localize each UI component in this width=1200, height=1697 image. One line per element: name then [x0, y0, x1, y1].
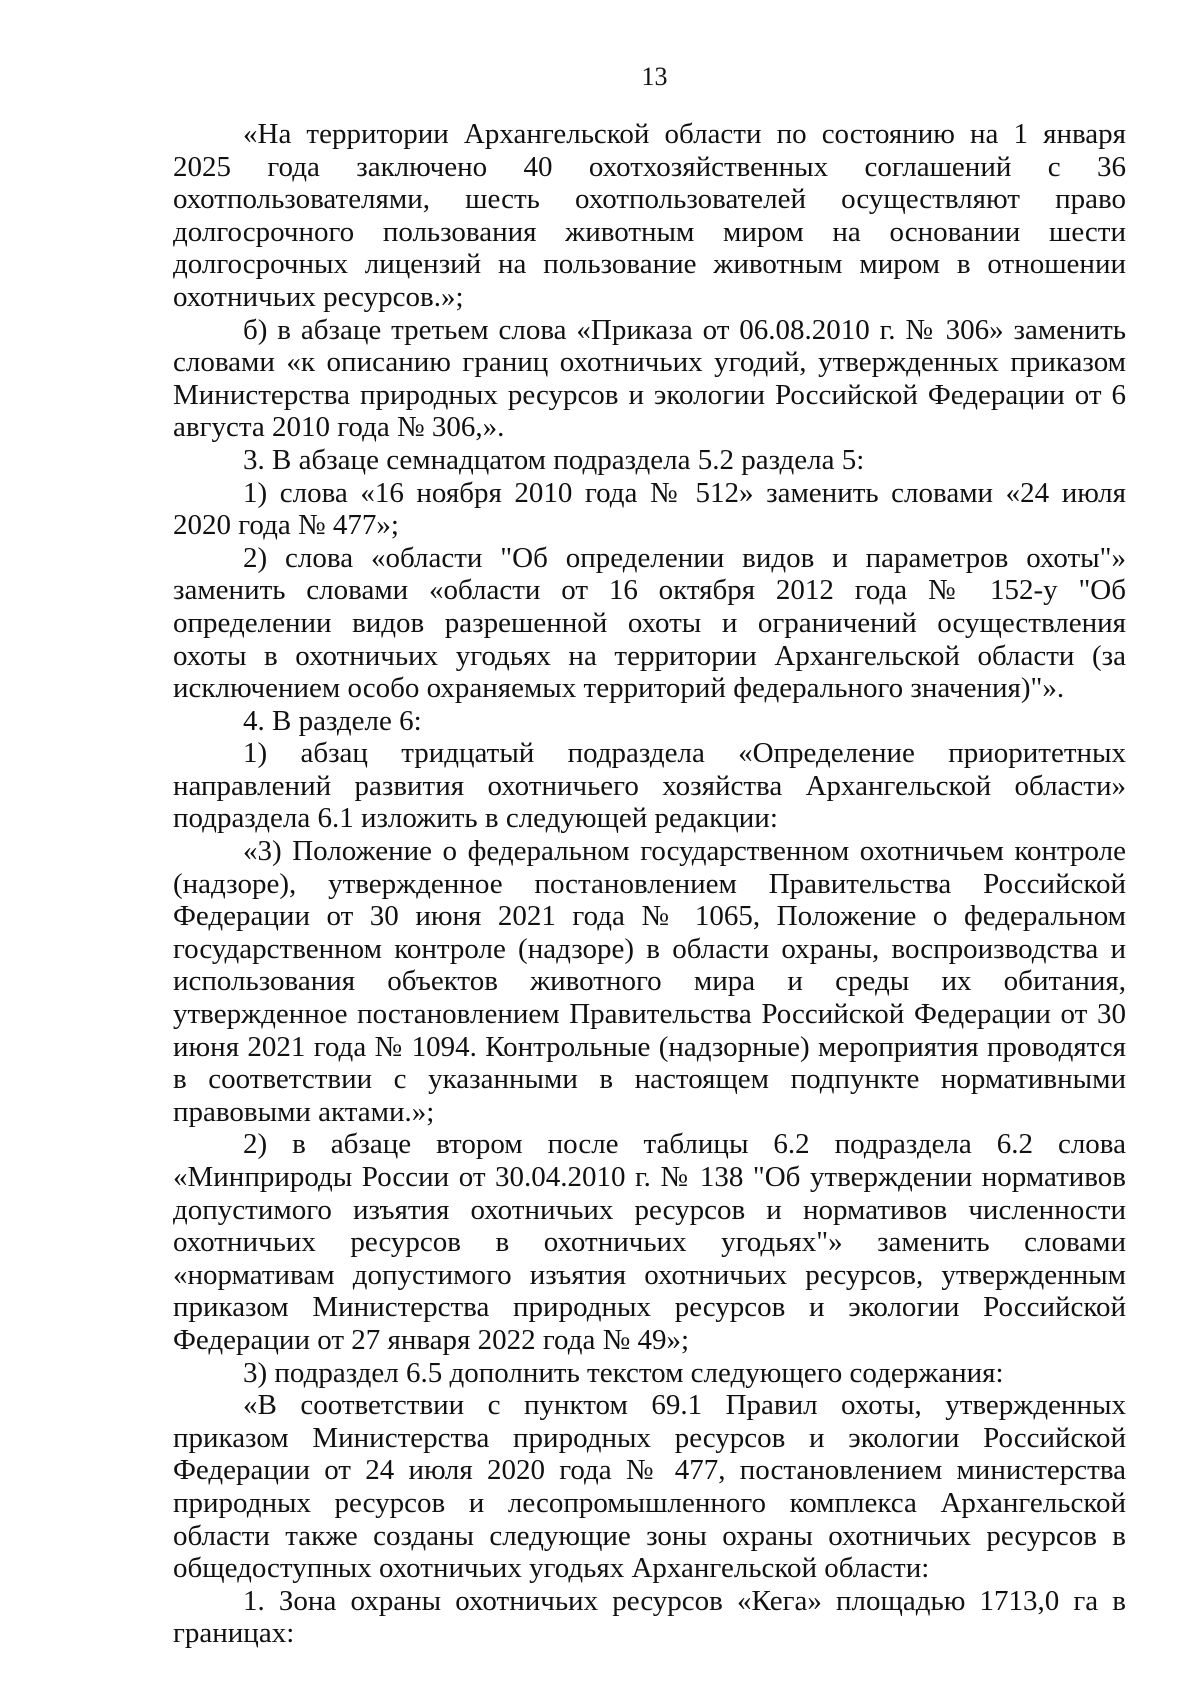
document-page: [173, 62, 1126, 1650]
paragraph-amendment-b: б) в абзаце третьем слова «Приказа от 06.08.2010 г. № 306» заменить словами «к описанию границ охотничьих угодий, утвержденных приказом Министерства природных ресурсов и экологии Российской Федерации от 6 августа 2010 года № 306,».: [173, 313, 1126, 444]
paragraph-item-3-2: 2) слова «области "Об определении видов и параметров охоты"» заменить словами «области от 16 октября 2012 года № 152-у "Об определении видов разрешенной охоты и ограничений осуществления охоты в охотничьих угодьях на территории Архангельской области (за исключением особо охраняемых территорий федерального значения)"».: [173, 541, 1126, 705]
page-number: 13: [641, 62, 668, 91]
paragraph-item-3-1: 1) слова «16 ноября 2010 года № 512» заменить словами «24 июля 2020 года № 477»;: [173, 476, 1126, 542]
paragraph-hunting-agreements: «На территории Архангельской области по состоянию на 1 января 2025 года заключено 40 охотхозяйственных соглашений с 36 охотпользователями, шесть охотпользователей осуществляют право долгосрочного пользования животным миром на основании шести долгосрочных лицензий на пользование животным миром в отношении охотничьих ресурсов.»;: [173, 118, 1126, 313]
paragraph-item-4: 4. В разделе 6:: [243, 704, 422, 737]
paragraph-protection-zones: «В соответствии с пунктом 69.1 Правил охоты, утвержденных приказом Министерства природных ресурсов и экологии Российской Федерации от 24 июля 2020 года № 477, постановлением министерства природных ресурсов и лесопромышленного комплекса Архангельской области также созданы следующие зоны охраны охотничьих ресурсов в общедоступных охотничьих угодьях Архангельской области:: [173, 1389, 1126, 1585]
paragraph-item-4-1: 1) абзац тридцатый подраздела «Определение приоритетных направлений развития охотничьего хозяйства Архангельской области» подраздела 6.1 изложить в следующей редакции:: [173, 737, 1126, 835]
paragraph-federal-control: «3) Положение о федеральном государственном охотничьем контроле (надзоре), утвержденное постановлением Правительства Российской Федерации от 30 июня 2021 года № 1065, Положение о федеральном государственном контроле (надзоре) в области охраны, воспроизводства и использования объектов животного мира и среды их обитания, утвержденное постановлением Правительства Российской Федерации от 30 июня 2021 года № 1094. Контрольные (надзорные) мероприятия проводятся в соответствии с указанными в настоящем подпункте нормативными правовыми актами.»;: [173, 835, 1126, 1128]
paragraph-item-3: 3. В абзаце семнадцатом подраздела 5.2 раздела 5:: [243, 443, 865, 476]
paragraph-item-4-2: 2) в абзаце втором после таблицы 6.2 подраздела 6.2 слова «Минприроды России от 30.04.2010 г. № 138 "Об утверждении нормативов допустимого изъятия охотничьих ресурсов и нормативов численности охотничьих ресурсов в охотничьих угодьях"» заменить словами «нормативам допустимого изъятия охотничьих ресурсов, утвержденным приказом Министерства природных ресурсов и экологии Российской Федерации от 27 января 2022 года № 49»;: [173, 1128, 1126, 1356]
paragraph-item-4-3: 3) подраздел 6.5 дополнить текстом следующего содержания:: [243, 1356, 1004, 1389]
paragraph-zone-kega: 1. Зона охраны охотничьих ресурсов «Кега» площадью 1713,0 га в границах:: [173, 1584, 1126, 1650]
